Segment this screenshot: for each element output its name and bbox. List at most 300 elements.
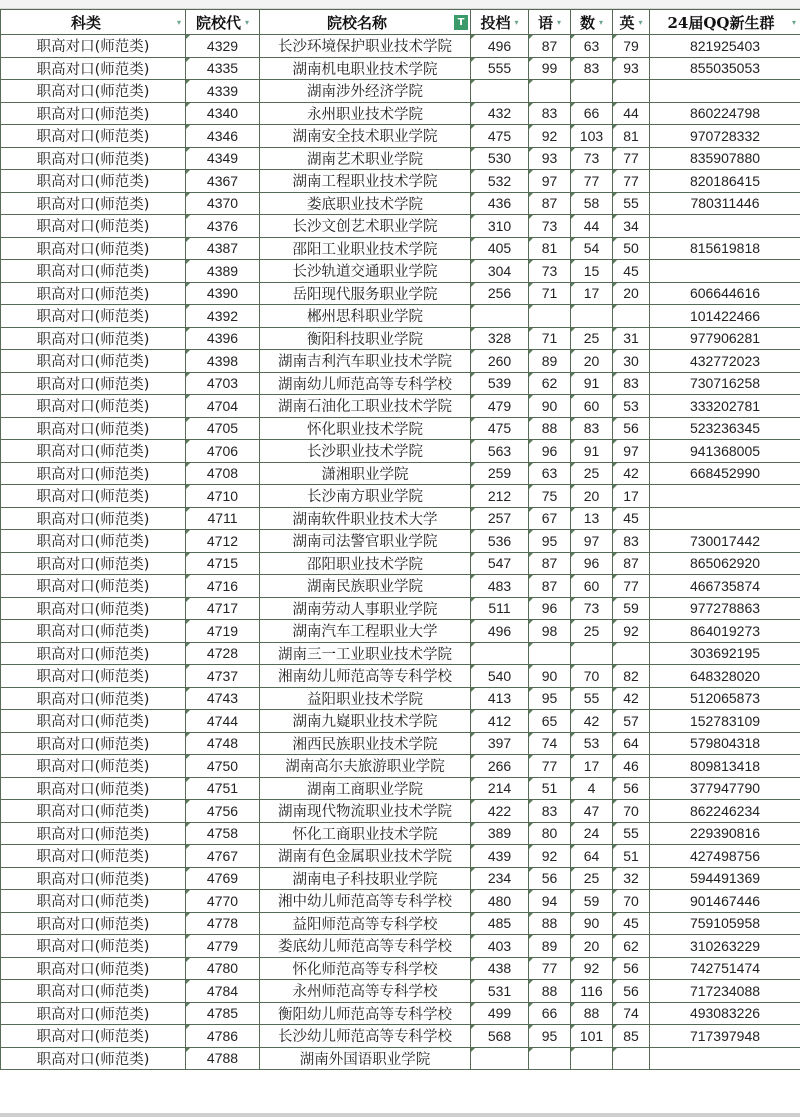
cell-qq-group[interactable]: 780311446 (650, 192, 800, 215)
cell-category[interactable]: 职高对口(师范类) (1, 80, 186, 103)
cell-english-score[interactable]: 83 (613, 372, 650, 395)
cell-category[interactable]: 职高对口(师范类) (1, 417, 186, 440)
cell-qq-group[interactable]: 523236345 (650, 417, 800, 440)
cell-qq-group[interactable]: 835907880 (650, 147, 800, 170)
cell-chinese-score[interactable]: 67 (529, 507, 571, 530)
cell-english-score[interactable] (613, 80, 650, 103)
cell-total-score[interactable]: 403 (471, 935, 529, 958)
cell-school-name[interactable]: 湖南工程职业技术学院 (260, 170, 471, 193)
cell-category[interactable]: 职高对口(师范类) (1, 1002, 186, 1025)
cell-category[interactable]: 职高对口(师范类) (1, 260, 186, 283)
cell-total-score[interactable]: 413 (471, 687, 529, 710)
cell-school-code[interactable]: 4376 (186, 215, 260, 238)
cell-english-score[interactable] (613, 642, 650, 665)
cell-school-code[interactable]: 4756 (186, 800, 260, 823)
cell-school-code[interactable]: 4748 (186, 732, 260, 755)
cell-english-score[interactable] (613, 305, 650, 328)
cell-school-name[interactable]: 长沙幼儿师范高等专科学校 (260, 1025, 471, 1048)
header-english[interactable] (613, 10, 650, 35)
cell-qq-group[interactable]: 759105958 (650, 912, 800, 935)
cell-chinese-score[interactable]: 92 (529, 125, 571, 148)
cell-qq-group[interactable]: 970728332 (650, 125, 800, 148)
cell-qq-group[interactable]: 606644616 (650, 282, 800, 305)
header-code[interactable] (186, 10, 260, 35)
table-row[interactable] (1, 462, 800, 485)
cell-school-code[interactable]: 4339 (186, 80, 260, 103)
cell-category[interactable]: 职高对口(师范类) (1, 507, 186, 530)
cell-chinese-score[interactable]: 90 (529, 665, 571, 688)
cell-total-score[interactable]: 256 (471, 282, 529, 305)
cell-qq-group[interactable]: 310263229 (650, 935, 800, 958)
cell-qq-group[interactable]: 977906281 (650, 327, 800, 350)
table-row[interactable] (1, 170, 800, 193)
cell-school-code[interactable]: 4387 (186, 237, 260, 260)
cell-category[interactable]: 职高对口(师范类) (1, 845, 186, 868)
cell-chinese-score[interactable]: 56 (529, 867, 571, 890)
cell-math-score[interactable]: 47 (571, 800, 613, 823)
cell-category[interactable]: 职高对口(师范类) (1, 305, 186, 328)
cell-english-score[interactable]: 74 (613, 1002, 650, 1025)
cell-math-score[interactable]: 20 (571, 350, 613, 373)
table-row[interactable] (1, 800, 800, 823)
cell-chinese-score[interactable] (529, 1047, 571, 1070)
cell-category[interactable]: 职高对口(师范类) (1, 192, 186, 215)
table-row[interactable] (1, 507, 800, 530)
cell-school-code[interactable]: 4708 (186, 462, 260, 485)
cell-math-score[interactable]: 77 (571, 170, 613, 193)
cell-school-name[interactable]: 湖南吉利汽车职业技术学院 (260, 350, 471, 373)
cell-category[interactable]: 职高对口(师范类) (1, 327, 186, 350)
cell-total-score[interactable]: 540 (471, 665, 529, 688)
cell-school-code[interactable]: 4710 (186, 485, 260, 508)
cell-math-score[interactable]: 54 (571, 237, 613, 260)
cell-math-score[interactable]: 92 (571, 957, 613, 980)
cell-math-score[interactable]: 103 (571, 125, 613, 148)
cell-chinese-score[interactable]: 89 (529, 350, 571, 373)
cell-school-name[interactable]: 湖南汽车工程职业大学 (260, 620, 471, 643)
cell-chinese-score[interactable]: 90 (529, 395, 571, 418)
cell-math-score[interactable] (571, 1047, 613, 1070)
cell-school-code[interactable]: 4711 (186, 507, 260, 530)
cell-english-score[interactable]: 17 (613, 485, 650, 508)
cell-category[interactable]: 职高对口(师范类) (1, 462, 186, 485)
cell-category[interactable]: 职高对口(师范类) (1, 170, 186, 193)
cell-math-score[interactable]: 59 (571, 890, 613, 913)
cell-total-score[interactable]: 496 (471, 620, 529, 643)
cell-category[interactable]: 职高对口(师范类) (1, 575, 186, 598)
cell-qq-group[interactable] (650, 80, 800, 103)
table-row[interactable] (1, 395, 800, 418)
cell-total-score[interactable]: 539 (471, 372, 529, 395)
cell-qq-group[interactable]: 855035053 (650, 57, 800, 80)
cell-school-name[interactable]: 衡阳幼儿师范高等专科学校 (260, 1002, 471, 1025)
cell-category[interactable]: 职高对口(师范类) (1, 687, 186, 710)
cell-qq-group[interactable]: 730017442 (650, 530, 800, 553)
cell-qq-group[interactable]: 717234088 (650, 980, 800, 1003)
cell-english-score[interactable]: 81 (613, 125, 650, 148)
filter-dropdown-icon[interactable]: ▾ (791, 17, 796, 27)
cell-school-name[interactable]: 湖南电子科技职业学院 (260, 867, 471, 890)
cell-school-code[interactable]: 4703 (186, 372, 260, 395)
cell-total-score[interactable] (471, 642, 529, 665)
table-row[interactable] (1, 372, 800, 395)
cell-math-score[interactable]: 55 (571, 687, 613, 710)
cell-qq-group[interactable]: 901467446 (650, 890, 800, 913)
table-row[interactable] (1, 57, 800, 80)
cell-chinese-score[interactable]: 87 (529, 192, 571, 215)
table-row[interactable] (1, 327, 800, 350)
cell-qq-group[interactable]: 229390816 (650, 822, 800, 845)
cell-category[interactable]: 职高对口(师范类) (1, 215, 186, 238)
filter-active-icon[interactable]: T (454, 15, 468, 30)
cell-category[interactable]: 职高对口(师范类) (1, 372, 186, 395)
table-row[interactable] (1, 102, 800, 125)
cell-school-code[interactable]: 4335 (186, 57, 260, 80)
cell-school-code[interactable]: 4704 (186, 395, 260, 418)
cell-school-name[interactable]: 湖南有色金属职业技术学院 (260, 845, 471, 868)
cell-math-score[interactable] (571, 305, 613, 328)
table-row[interactable] (1, 282, 800, 305)
cell-school-name[interactable]: 长沙轨道交通职业学院 (260, 260, 471, 283)
cell-qq-group[interactable]: 821925403 (650, 35, 800, 58)
cell-school-name[interactable]: 郴州思科职业学院 (260, 305, 471, 328)
cell-school-code[interactable]: 4389 (186, 260, 260, 283)
cell-english-score[interactable]: 20 (613, 282, 650, 305)
table-row[interactable] (1, 1025, 800, 1048)
cell-english-score[interactable]: 56 (613, 777, 650, 800)
cell-english-score[interactable]: 51 (613, 845, 650, 868)
cell-school-name[interactable]: 湖南司法警官职业学院 (260, 530, 471, 553)
table-row[interactable] (1, 80, 800, 103)
cell-qq-group[interactable]: 377947790 (650, 777, 800, 800)
cell-school-code[interactable]: 4349 (186, 147, 260, 170)
cell-school-code[interactable]: 4329 (186, 35, 260, 58)
cell-school-code[interactable]: 4728 (186, 642, 260, 665)
cell-math-score[interactable]: 91 (571, 372, 613, 395)
cell-english-score[interactable]: 56 (613, 957, 650, 980)
cell-chinese-score[interactable]: 87 (529, 35, 571, 58)
cell-school-code[interactable]: 4712 (186, 530, 260, 553)
cell-school-name[interactable]: 湘中幼儿师范高等专科学校 (260, 890, 471, 913)
cell-school-name[interactable]: 怀化职业技术学院 (260, 417, 471, 440)
table-row[interactable] (1, 530, 800, 553)
cell-math-score[interactable]: 88 (571, 1002, 613, 1025)
filter-dropdown-icon[interactable]: ▾ (245, 17, 250, 27)
cell-math-score[interactable]: 60 (571, 575, 613, 598)
table-row[interactable] (1, 305, 800, 328)
cell-total-score[interactable]: 555 (471, 57, 529, 80)
cell-chinese-score[interactable]: 83 (529, 102, 571, 125)
cell-category[interactable]: 职高对口(师范类) (1, 282, 186, 305)
cell-chinese-score[interactable]: 88 (529, 980, 571, 1003)
filter-dropdown-icon[interactable]: ▾ (638, 17, 643, 27)
cell-qq-group[interactable] (650, 507, 800, 530)
cell-school-name[interactable]: 益阳师范高等专科学校 (260, 912, 471, 935)
cell-category[interactable]: 职高对口(师范类) (1, 125, 186, 148)
cell-school-name[interactable]: 邵阳工业职业技术学院 (260, 237, 471, 260)
cell-math-score[interactable]: 20 (571, 485, 613, 508)
cell-total-score[interactable] (471, 1047, 529, 1070)
cell-math-score[interactable]: 83 (571, 417, 613, 440)
cell-chinese-score[interactable]: 88 (529, 417, 571, 440)
table-row[interactable] (1, 755, 800, 778)
cell-math-score[interactable]: 116 (571, 980, 613, 1003)
cell-math-score[interactable]: 20 (571, 935, 613, 958)
cell-category[interactable]: 职高对口(师范类) (1, 1047, 186, 1070)
cell-chinese-score[interactable]: 94 (529, 890, 571, 913)
cell-total-score[interactable] (471, 80, 529, 103)
cell-qq-group[interactable]: 333202781 (650, 395, 800, 418)
table-row[interactable] (1, 215, 800, 238)
cell-qq-group[interactable]: 427498756 (650, 845, 800, 868)
cell-school-name[interactable]: 娄底职业技术学院 (260, 192, 471, 215)
cell-chinese-score[interactable]: 75 (529, 485, 571, 508)
cell-math-score[interactable]: 25 (571, 462, 613, 485)
cell-english-score[interactable]: 57 (613, 710, 650, 733)
cell-school-code[interactable]: 4786 (186, 1025, 260, 1048)
table-row[interactable] (1, 440, 800, 463)
cell-qq-group[interactable]: 668452990 (650, 462, 800, 485)
cell-qq-group[interactable]: 862246234 (650, 800, 800, 823)
cell-english-score[interactable]: 34 (613, 215, 650, 238)
cell-english-score[interactable]: 45 (613, 912, 650, 935)
filter-dropdown-icon[interactable]: ▾ (599, 17, 604, 27)
table-row[interactable] (1, 642, 800, 665)
cell-school-code[interactable]: 4779 (186, 935, 260, 958)
cell-qq-group[interactable]: 864019273 (650, 620, 800, 643)
cell-english-score[interactable]: 42 (613, 462, 650, 485)
cell-chinese-score[interactable]: 77 (529, 957, 571, 980)
cell-qq-group[interactable]: 815619818 (650, 237, 800, 260)
cell-chinese-score[interactable]: 81 (529, 237, 571, 260)
cell-math-score[interactable]: 44 (571, 215, 613, 238)
cell-school-code[interactable]: 4340 (186, 102, 260, 125)
cell-category[interactable]: 职高对口(师范类) (1, 1025, 186, 1048)
cell-english-score[interactable]: 45 (613, 260, 650, 283)
cell-school-code[interactable]: 4743 (186, 687, 260, 710)
cell-english-score[interactable]: 56 (613, 417, 650, 440)
cell-school-name[interactable]: 永州职业技术学院 (260, 102, 471, 125)
cell-english-score[interactable]: 45 (613, 507, 650, 530)
header-category[interactable] (1, 10, 186, 35)
cell-school-name[interactable]: 湖南工商职业学院 (260, 777, 471, 800)
cell-total-score[interactable]: 499 (471, 1002, 529, 1025)
cell-chinese-score[interactable] (529, 642, 571, 665)
cell-category[interactable]: 职高对口(师范类) (1, 350, 186, 373)
table-row[interactable] (1, 890, 800, 913)
header-qq-group[interactable] (650, 10, 800, 35)
cell-total-score[interactable]: 405 (471, 237, 529, 260)
cell-school-code[interactable]: 4398 (186, 350, 260, 373)
cell-english-score[interactable]: 83 (613, 530, 650, 553)
cell-school-code[interactable]: 4715 (186, 552, 260, 575)
cell-math-score[interactable] (571, 80, 613, 103)
cell-school-name[interactable]: 湖南外国语职业学院 (260, 1047, 471, 1070)
cell-english-score[interactable]: 31 (613, 327, 650, 350)
cell-school-name[interactable]: 潇湘职业学院 (260, 462, 471, 485)
cell-school-name[interactable]: 岳阳现代服务职业学院 (260, 282, 471, 305)
cell-math-score[interactable]: 17 (571, 755, 613, 778)
cell-category[interactable]: 职高对口(师范类) (1, 485, 186, 508)
cell-category[interactable]: 职高对口(师范类) (1, 912, 186, 935)
cell-school-name[interactable]: 怀化工商职业技术学院 (260, 822, 471, 845)
cell-math-score[interactable]: 64 (571, 845, 613, 868)
table-row[interactable] (1, 957, 800, 980)
cell-category[interactable]: 职高对口(师范类) (1, 57, 186, 80)
cell-category[interactable]: 职高对口(师范类) (1, 980, 186, 1003)
cell-total-score[interactable]: 536 (471, 530, 529, 553)
cell-chinese-score[interactable]: 96 (529, 440, 571, 463)
table-row[interactable] (1, 687, 800, 710)
table-row[interactable] (1, 147, 800, 170)
cell-school-name[interactable]: 湖南石油化工职业技术学院 (260, 395, 471, 418)
cell-category[interactable]: 职高对口(师范类) (1, 620, 186, 643)
cell-category[interactable]: 职高对口(师范类) (1, 710, 186, 733)
cell-math-score[interactable]: 97 (571, 530, 613, 553)
cell-school-name[interactable]: 长沙南方职业学院 (260, 485, 471, 508)
cell-english-score[interactable]: 77 (613, 575, 650, 598)
table-row[interactable] (1, 822, 800, 845)
cell-school-code[interactable]: 4778 (186, 912, 260, 935)
cell-qq-group[interactable]: 977278863 (650, 597, 800, 620)
cell-category[interactable]: 职高对口(师范类) (1, 597, 186, 620)
cell-school-code[interactable]: 4788 (186, 1047, 260, 1070)
cell-school-name[interactable]: 湖南高尔夫旅游职业学院 (260, 755, 471, 778)
cell-school-code[interactable]: 4769 (186, 867, 260, 890)
cell-total-score[interactable]: 432 (471, 102, 529, 125)
cell-english-score[interactable]: 59 (613, 597, 650, 620)
cell-chinese-score[interactable]: 83 (529, 800, 571, 823)
cell-math-score[interactable]: 25 (571, 867, 613, 890)
cell-english-score[interactable]: 64 (613, 732, 650, 755)
cell-total-score[interactable]: 438 (471, 957, 529, 980)
cell-chinese-score[interactable]: 73 (529, 215, 571, 238)
cell-category[interactable]: 职高对口(师范类) (1, 102, 186, 125)
cell-english-score[interactable]: 56 (613, 980, 650, 1003)
cell-chinese-score[interactable]: 99 (529, 57, 571, 80)
cell-total-score[interactable] (471, 305, 529, 328)
cell-school-code[interactable]: 4706 (186, 440, 260, 463)
cell-school-code[interactable]: 4717 (186, 597, 260, 620)
cell-qq-group[interactable] (650, 1047, 800, 1070)
cell-english-score[interactable]: 97 (613, 440, 650, 463)
cell-chinese-score[interactable] (529, 305, 571, 328)
cell-school-code[interactable]: 4716 (186, 575, 260, 598)
cell-english-score[interactable]: 79 (613, 35, 650, 58)
cell-total-score[interactable]: 475 (471, 125, 529, 148)
cell-math-score[interactable]: 13 (571, 507, 613, 530)
cell-school-code[interactable]: 4767 (186, 845, 260, 868)
cell-category[interactable]: 职高对口(师范类) (1, 665, 186, 688)
cell-category[interactable]: 职高对口(师范类) (1, 822, 186, 845)
cell-qq-group[interactable]: 941368005 (650, 440, 800, 463)
filter-dropdown-icon[interactable]: ▾ (176, 17, 181, 27)
table-row[interactable] (1, 935, 800, 958)
cell-total-score[interactable]: 266 (471, 755, 529, 778)
cell-school-name[interactable]: 邵阳职业技术学院 (260, 552, 471, 575)
cell-total-score[interactable]: 436 (471, 192, 529, 215)
cell-total-score[interactable]: 257 (471, 507, 529, 530)
cell-chinese-score[interactable]: 97 (529, 170, 571, 193)
table-row[interactable] (1, 237, 800, 260)
cell-english-score[interactable]: 92 (613, 620, 650, 643)
cell-school-code[interactable]: 4737 (186, 665, 260, 688)
cell-category[interactable]: 职高对口(师范类) (1, 237, 186, 260)
cell-category[interactable]: 职高对口(师范类) (1, 755, 186, 778)
cell-qq-group[interactable] (650, 485, 800, 508)
cell-english-score[interactable]: 46 (613, 755, 650, 778)
cell-chinese-score[interactable]: 87 (529, 575, 571, 598)
cell-chinese-score[interactable]: 65 (529, 710, 571, 733)
cell-math-score[interactable]: 25 (571, 620, 613, 643)
cell-total-score[interactable]: 439 (471, 845, 529, 868)
table-row[interactable] (1, 597, 800, 620)
cell-total-score[interactable]: 496 (471, 35, 529, 58)
cell-chinese-score[interactable]: 88 (529, 912, 571, 935)
cell-math-score[interactable]: 90 (571, 912, 613, 935)
cell-english-score[interactable]: 70 (613, 800, 650, 823)
cell-category[interactable]: 职高对口(师范类) (1, 800, 186, 823)
table-row[interactable] (1, 777, 800, 800)
cell-total-score[interactable]: 328 (471, 327, 529, 350)
cell-school-name[interactable]: 湖南现代物流职业技术学院 (260, 800, 471, 823)
cell-english-score[interactable]: 93 (613, 57, 650, 80)
cell-english-score[interactable]: 32 (613, 867, 650, 890)
cell-school-code[interactable]: 4751 (186, 777, 260, 800)
cell-category[interactable]: 职高对口(师范类) (1, 867, 186, 890)
cell-chinese-score[interactable]: 62 (529, 372, 571, 395)
cell-school-name[interactable]: 长沙文创艺术职业学院 (260, 215, 471, 238)
cell-total-score[interactable]: 259 (471, 462, 529, 485)
cell-category[interactable]: 职高对口(师范类) (1, 395, 186, 418)
cell-category[interactable]: 职高对口(师范类) (1, 35, 186, 58)
cell-english-score[interactable]: 70 (613, 890, 650, 913)
cell-english-score[interactable]: 55 (613, 192, 650, 215)
cell-qq-group[interactable]: 820186415 (650, 170, 800, 193)
cell-qq-group[interactable]: 730716258 (650, 372, 800, 395)
cell-school-name[interactable]: 湖南涉外经济学院 (260, 80, 471, 103)
cell-english-score[interactable]: 87 (613, 552, 650, 575)
cell-math-score[interactable]: 66 (571, 102, 613, 125)
cell-school-name[interactable]: 永州师范高等专科学校 (260, 980, 471, 1003)
cell-qq-group[interactable]: 579804318 (650, 732, 800, 755)
header-name[interactable] (260, 10, 471, 35)
cell-math-score[interactable]: 73 (571, 597, 613, 620)
cell-english-score[interactable]: 85 (613, 1025, 650, 1048)
cell-school-code[interactable]: 4396 (186, 327, 260, 350)
cell-total-score[interactable]: 397 (471, 732, 529, 755)
cell-category[interactable]: 职高对口(师范类) (1, 552, 186, 575)
cell-category[interactable]: 职高对口(师范类) (1, 530, 186, 553)
cell-school-code[interactable]: 4392 (186, 305, 260, 328)
cell-chinese-score[interactable]: 92 (529, 845, 571, 868)
cell-total-score[interactable]: 212 (471, 485, 529, 508)
cell-school-name[interactable]: 长沙职业技术学院 (260, 440, 471, 463)
cell-school-name[interactable]: 湖南艺术职业学院 (260, 147, 471, 170)
cell-math-score[interactable]: 83 (571, 57, 613, 80)
cell-chinese-score[interactable]: 51 (529, 777, 571, 800)
cell-total-score[interactable]: 532 (471, 170, 529, 193)
cell-category[interactable]: 职高对口(师范类) (1, 440, 186, 463)
cell-qq-group[interactable]: 493083226 (650, 1002, 800, 1025)
cell-math-score[interactable]: 91 (571, 440, 613, 463)
cell-school-code[interactable]: 4346 (186, 125, 260, 148)
cell-english-score[interactable] (613, 1047, 650, 1070)
cell-chinese-score[interactable]: 95 (529, 530, 571, 553)
cell-qq-group[interactable]: 742751474 (650, 957, 800, 980)
cell-math-score[interactable]: 60 (571, 395, 613, 418)
cell-chinese-score[interactable]: 98 (529, 620, 571, 643)
